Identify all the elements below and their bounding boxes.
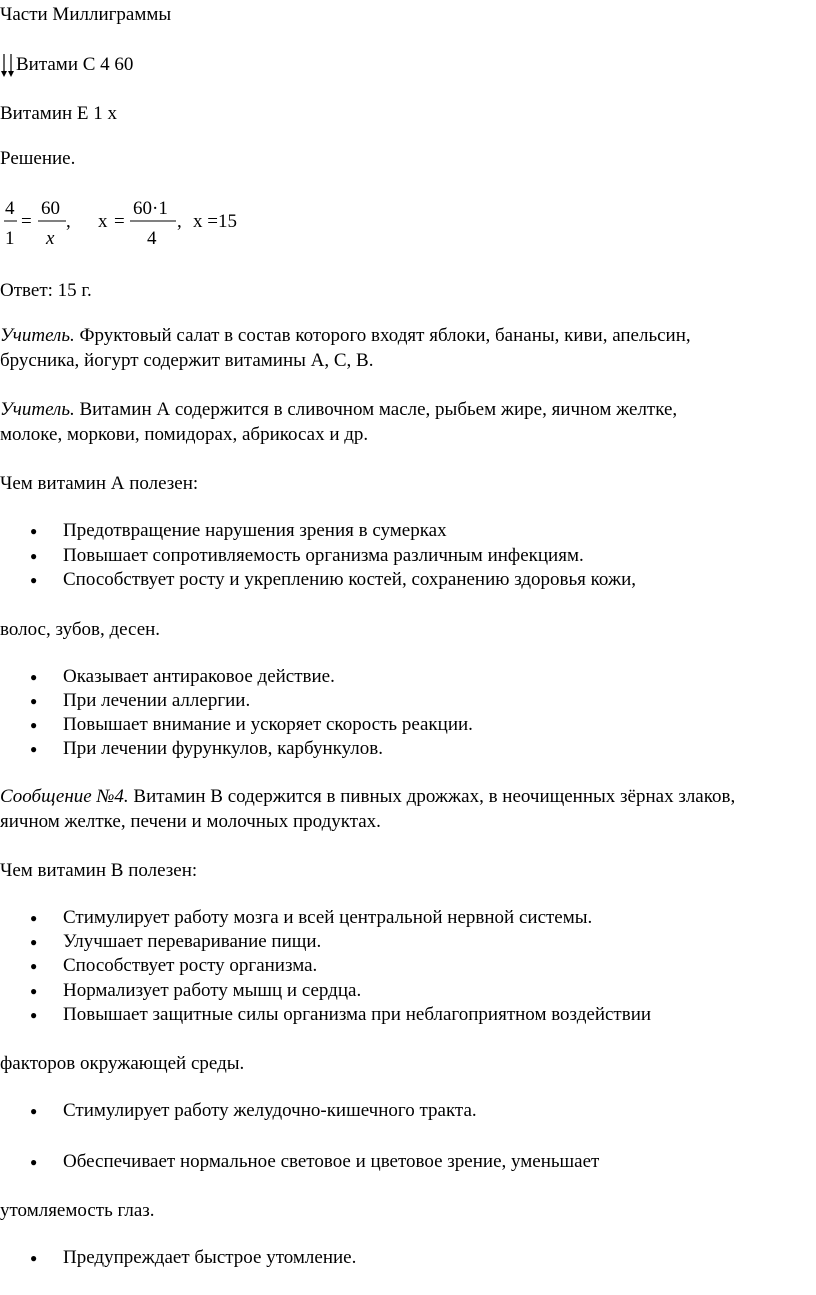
fraction3-denominator: 4 <box>147 228 157 249</box>
header-line: Части Миллиграммы <box>0 4 172 25</box>
list-continuation: факторов окружающей среды. <box>0 1053 245 1074</box>
list-item: Обеспечивает нормальное световое и цветовое зрение, уменьшает <box>63 1151 600 1172</box>
list-item: Предотвращение нарушения зрения в сумерках <box>63 520 447 541</box>
message-label: Сообщение №4. <box>0 786 129 807</box>
bullet-icon: ● <box>30 935 38 949</box>
fraction1-denominator: 1 <box>5 228 15 249</box>
bullet-icon: ● <box>30 984 38 998</box>
list-item: Повышает внимание и ускоряет скорость реакции. <box>63 714 473 735</box>
bullet-icon: ● <box>30 1008 38 1022</box>
x-variable: x <box>98 211 108 232</box>
bullet-icon: ● <box>30 742 38 756</box>
solution-label: Решение. <box>0 148 76 169</box>
bullet-icon: ● <box>30 1251 38 1265</box>
bullet-icon: ● <box>30 911 38 925</box>
equals-sign: = <box>21 211 32 232</box>
bullet-icon: ● <box>30 573 38 587</box>
answer: Ответ: 15 г. <box>0 280 92 301</box>
bullet-icon: ● <box>30 718 38 732</box>
list-item: При лечении аллергии. <box>63 690 251 711</box>
list-continuation: волос, зубов, десен. <box>0 619 161 640</box>
comma-2: , <box>177 211 182 232</box>
proportion-formula <box>0 195 260 251</box>
teacher-para1-line1: Учитель. Фруктовый салат в состав которого входят яблоки, бананы, киви, апельсин, <box>0 325 691 346</box>
list-item: Стимулирует работу желудочно-кишечного тракта. <box>63 1100 477 1121</box>
result: x =15 <box>193 211 237 232</box>
list-item: Повышает сопротивляемость организма различным инфекциям. <box>63 545 584 566</box>
list-item: Повышает защитные силы организма при неблагоприятном воздействии <box>63 1004 652 1025</box>
message-line2: яичном желтке, печени и молочных продуктах. <box>0 811 381 832</box>
vitamin-a-heading: Чем витамин А полезен: <box>0 473 199 494</box>
teacher-para2-line2: молоке, моркови, помидорах, абрикосах и др. <box>0 424 369 445</box>
list-item: Стимулирует работу мозга и всей центральной нервной системы. <box>63 907 593 928</box>
fraction3-numerator: 60·1 <box>133 198 168 219</box>
fraction1-numerator: 4 <box>5 198 15 219</box>
comma: , <box>66 211 71 232</box>
vitamin-c-row: Витами С 4 60 <box>16 54 134 75</box>
list-item: Оказывает антираковое действие. <box>63 666 335 687</box>
vitamin-b-heading: Чем витамин В полезен: <box>0 860 198 881</box>
list-item: Способствует росту и укреплению костей, сохранению здоровья кожи, <box>63 569 637 590</box>
list-item: Предупреждает быстрое утомление. <box>63 1247 357 1268</box>
bullet-icon: ● <box>30 524 38 538</box>
teacher-para2-line1: Учитель. Витамин А содержится в сливочном масле, рыбьем жире, яичном желтке, <box>0 399 678 420</box>
list-continuation: утомляемость глаз. <box>0 1200 155 1221</box>
double-arrow-down-icon <box>0 52 16 78</box>
teacher-para1-line2: брусника, йогурт содержит витамины А, С, В. <box>0 350 374 371</box>
list-item: Нормализует работу мышц и сердца. <box>63 980 362 1001</box>
fraction2-denominator: x <box>46 228 55 249</box>
equals-sign-2: = <box>114 211 125 232</box>
bullet-icon: ● <box>30 1104 38 1118</box>
list-item: Улучшает переваривание пищи. <box>63 931 322 952</box>
teacher-label: Учитель. <box>0 325 75 346</box>
bullet-icon: ● <box>30 670 38 684</box>
list-item: При лечении фурункулов, карбункулов. <box>63 738 383 759</box>
bullet-icon: ● <box>30 959 38 973</box>
fraction2-numerator: 60 <box>41 198 60 219</box>
message-line1: Сообщение №4. Витамин В содержится в пивных дрожжах, в неочищенных зёрнах злаков, <box>0 786 736 807</box>
vitamin-e-row: Витамин Е 1 х <box>0 103 118 124</box>
bullet-icon: ● <box>30 694 38 708</box>
teacher-label: Учитель. <box>0 399 75 420</box>
bullet-icon: ● <box>30 549 38 563</box>
bullet-icon: ● <box>30 1155 38 1169</box>
list-item: Способствует росту организма. <box>63 955 318 976</box>
